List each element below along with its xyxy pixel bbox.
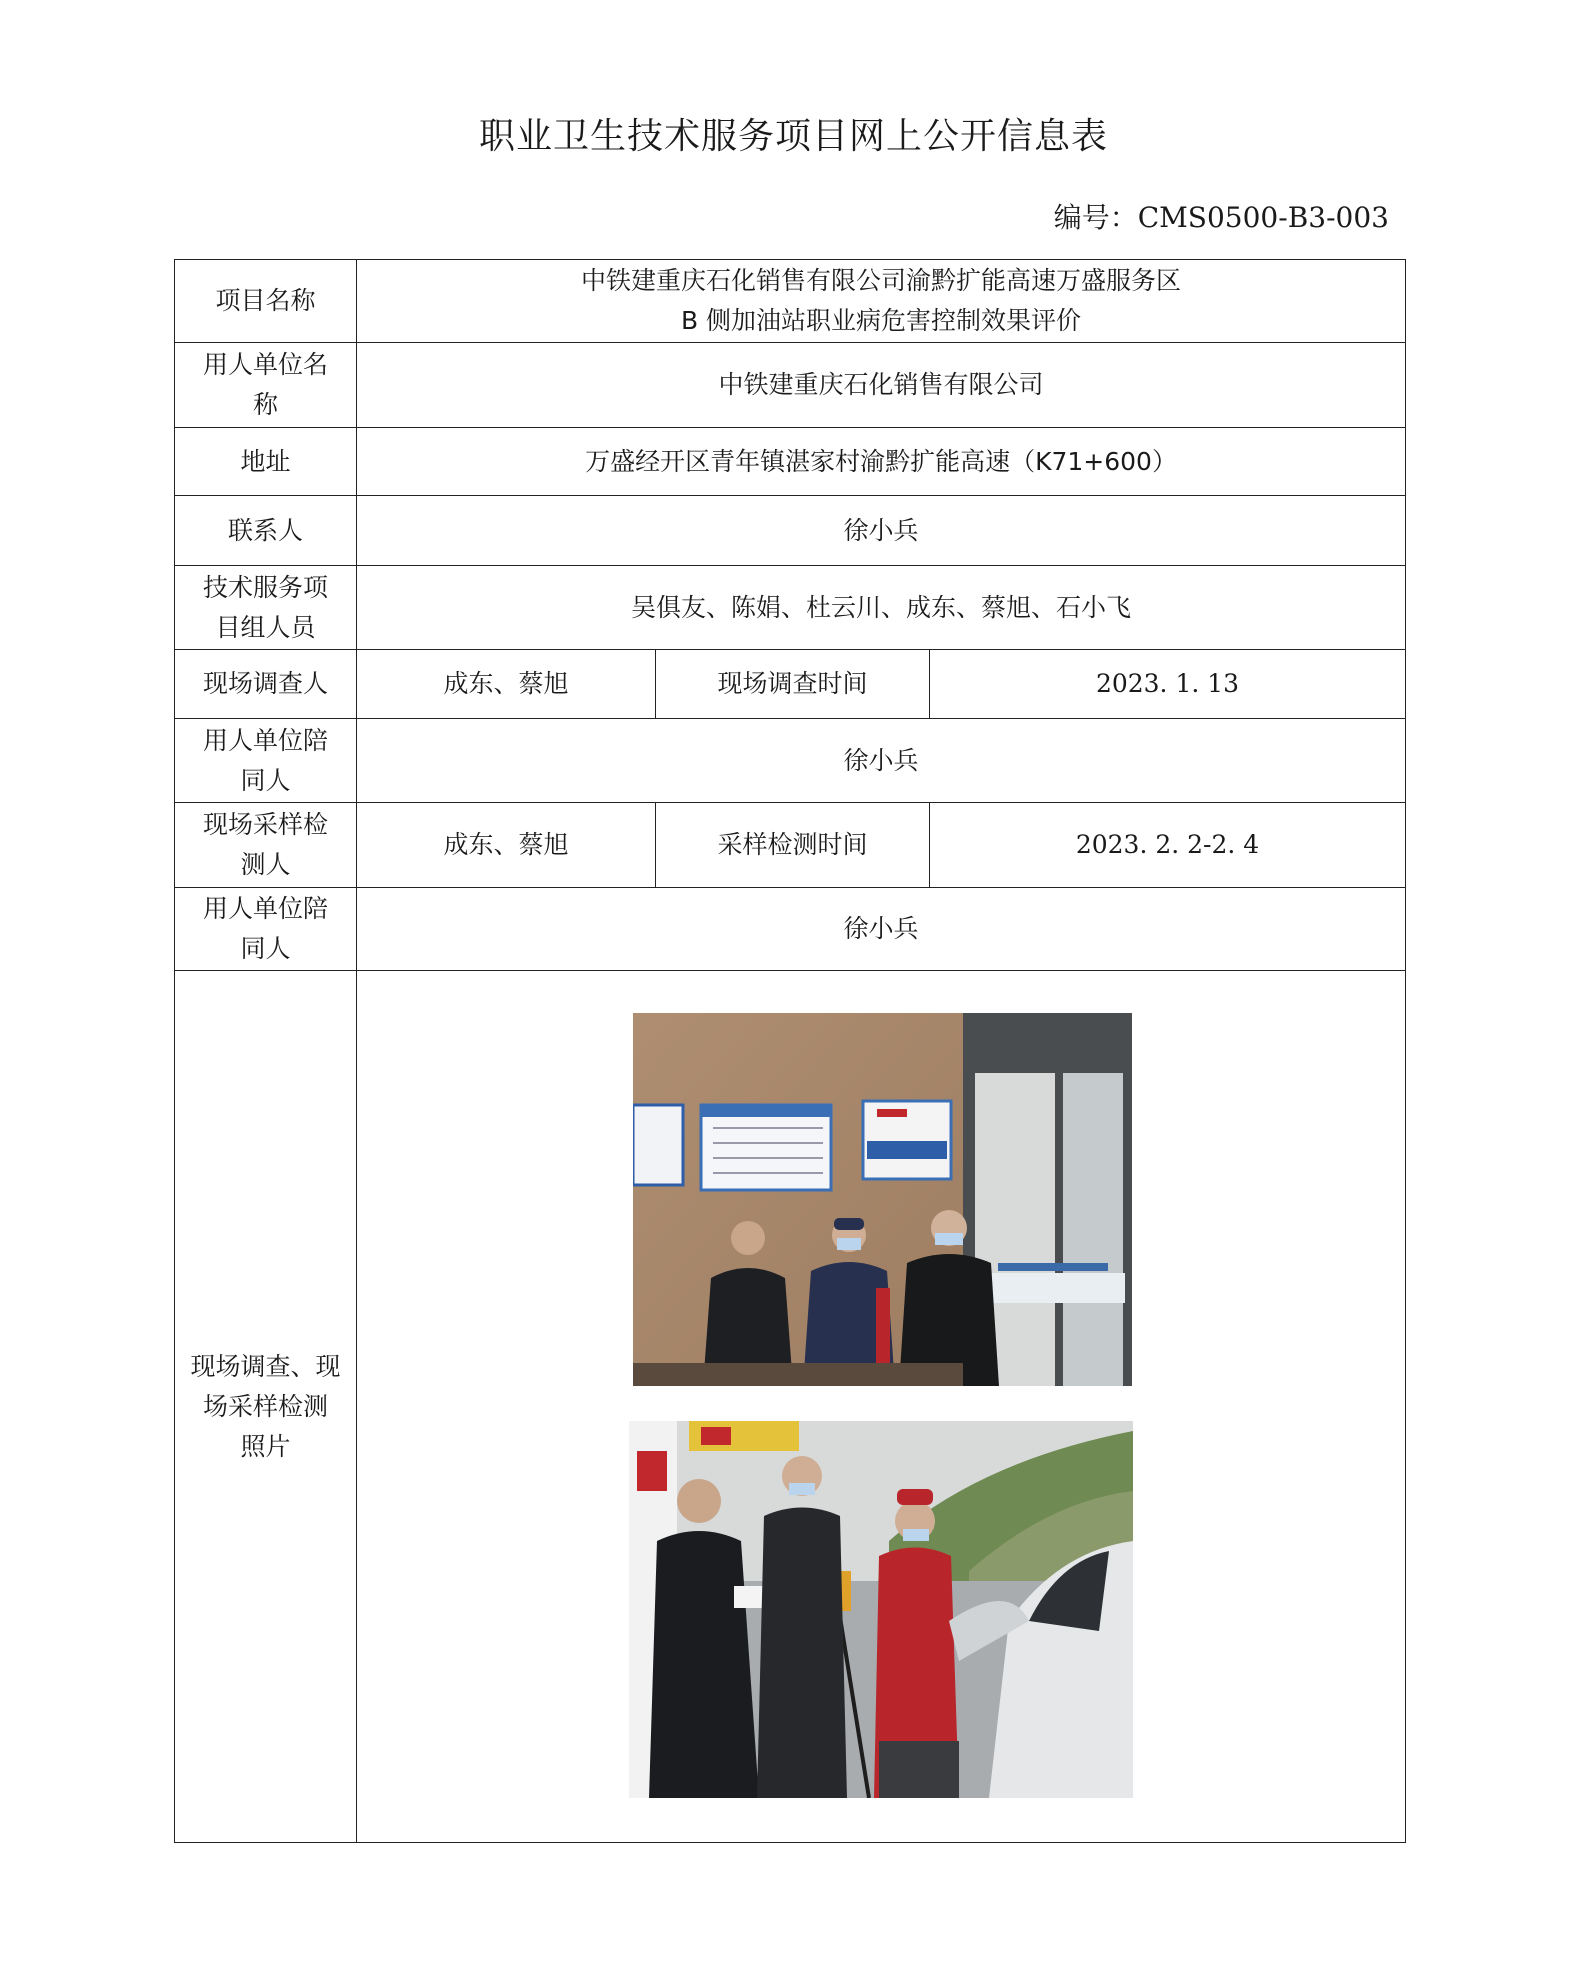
sampling-time-value: 2023. 2. 2-2. 4 (930, 803, 1406, 888)
survey-escort-label-line1: 用人单位陪 (202, 725, 328, 755)
employer-label (175, 343, 357, 428)
info-table (174, 259, 1406, 1843)
sampling-escort-label-line2: 同人 (240, 934, 291, 963)
employer-label-line1: 用人单位名 (202, 350, 328, 379)
row-project-name (175, 260, 1406, 343)
photos-label-line1: 现场调查、现 (190, 1351, 341, 1381)
contact-value: 徐小兵 (357, 496, 1406, 566)
row-employer (175, 343, 1406, 428)
sampling-time-label: 采样检测时间 (656, 803, 930, 888)
row-survey-escort (175, 719, 1406, 803)
project-name-value (357, 260, 1406, 343)
row-sampling-escort (175, 888, 1406, 971)
team-label-line2: 目组人员 (215, 612, 316, 642)
survey-label: 现场调查人 (175, 650, 357, 719)
project-name-label: 项目名称 (175, 260, 357, 343)
employer-value: 中铁建重庆石化销售有限公司 (357, 343, 1406, 428)
project-name-line1: 中铁建重庆石化销售有限公司渝黔扩能高速万盛服务区 (581, 266, 1182, 295)
team-label-line1: 技术服务项 (202, 572, 328, 602)
sampling-photo (629, 1421, 1133, 1798)
sampling-value: 成东、蔡旭 (357, 803, 656, 888)
survey-time-value: 2023. 1. 13 (930, 650, 1406, 719)
photos-label (175, 971, 357, 1843)
sampling-escort-label (175, 888, 357, 971)
photos-cell (357, 971, 1406, 1843)
address-value: 万盛经开区青年镇湛家村渝黔扩能高速（K71+600） (357, 428, 1406, 496)
sampling-escort-value: 徐小兵 (357, 888, 1406, 971)
row-contact (175, 496, 1406, 566)
row-sampling (175, 803, 1406, 888)
sampling-escort-label-line1: 用人单位陪 (202, 894, 328, 923)
team-value: 吴俱友、陈娟、杜云川、成东、蔡旭、石小飞 (357, 566, 1406, 650)
document-number: 编号：CMS0500-B3-003 (1053, 201, 1389, 234)
row-survey (175, 650, 1406, 719)
address-label: 地址 (175, 428, 357, 496)
row-team (175, 566, 1406, 650)
page-title: 职业卫生技术服务项目网上公开信息表 (478, 116, 1108, 157)
survey-escort-value: 徐小兵 (357, 719, 1406, 803)
survey-escort-label (175, 719, 357, 803)
photos-label-line3: 照片 (240, 1431, 291, 1461)
survey-escort-label-line2: 同人 (240, 765, 291, 795)
sampling-label (175, 803, 357, 888)
photos-label-line2: 场采样检测 (202, 1391, 328, 1421)
employer-label-line2: 称 (252, 390, 278, 419)
survey-value: 成东、蔡旭 (357, 650, 656, 719)
team-label (175, 566, 357, 650)
row-address (175, 428, 1406, 496)
sampling-label-line2: 测人 (240, 850, 291, 879)
project-name-line2: B 侧加油站职业病危害控制效果评价 (680, 306, 1082, 335)
contact-label: 联系人 (175, 496, 357, 566)
sampling-label-line1: 现场采样检 (202, 810, 328, 839)
survey-photo (633, 1013, 1132, 1386)
survey-time-label: 现场调查时间 (656, 650, 930, 719)
row-photos (175, 971, 1406, 1843)
